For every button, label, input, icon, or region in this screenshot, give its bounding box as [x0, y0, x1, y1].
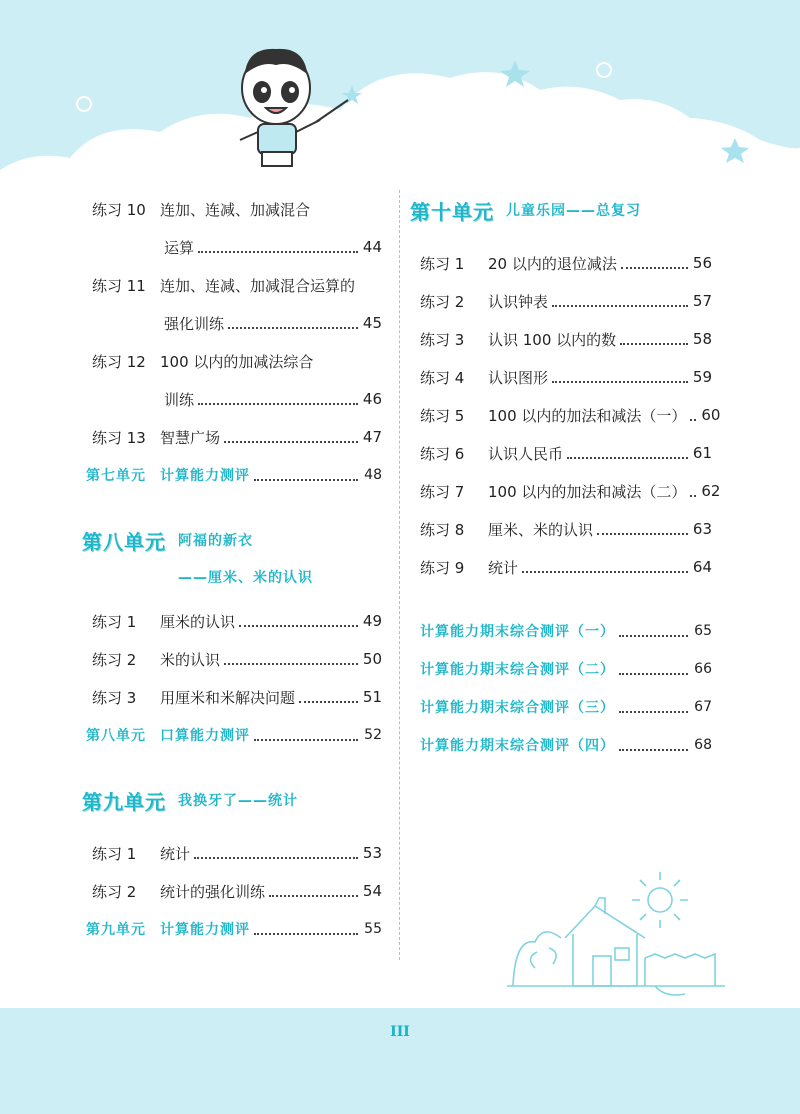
- entry-title: 认识人民币: [488, 444, 564, 463]
- page-number: 68: [694, 737, 712, 753]
- page-number: 66: [694, 661, 712, 677]
- toc-right-column: [410, 190, 721, 764]
- unit-title: 儿童乐园——总复习: [506, 203, 641, 219]
- dot-leader: [228, 327, 358, 329]
- exercise-number: 练习 3: [420, 330, 465, 349]
- page-number: 44: [362, 238, 382, 256]
- entry-title: 连加、连减、加减混合运算的: [160, 276, 356, 295]
- unit-label: 第八单元: [86, 728, 146, 744]
- toc-entry-exercise-12[interactable]: [92, 342, 382, 380]
- exercise-number: 练习 1: [92, 612, 137, 631]
- entry-title: 统计: [488, 558, 519, 577]
- dot-leader: [198, 251, 358, 253]
- entry-title: 用厘米和米解决问题: [160, 688, 296, 707]
- dot-leader: [254, 739, 358, 741]
- page-number: 62: [701, 482, 721, 500]
- entry-title: 米的认识: [160, 650, 221, 669]
- entry-title: 厘米、米的认识: [488, 520, 594, 539]
- entry-title: 20 以内的退位减法: [488, 254, 617, 273]
- page-number: 60: [701, 406, 721, 424]
- toc-entry-unit7-review[interactable]: [86, 456, 382, 494]
- entry-title: 运算: [164, 238, 195, 257]
- toc-entry-u10-exercise-5[interactable]: [420, 396, 721, 434]
- page-number: 46: [362, 390, 382, 408]
- entry-title: 计算能力测评: [160, 922, 250, 938]
- toc-entry-u8-exercise-1[interactable]: [92, 602, 382, 640]
- page-number: 49: [362, 612, 382, 630]
- dot-leader: [619, 711, 688, 713]
- house-illustration: [495, 868, 735, 1008]
- page-number: 67: [694, 699, 712, 715]
- dot-leader: [690, 419, 696, 421]
- toc-entry-final-test-4[interactable]: [420, 726, 712, 764]
- entry-title: 认识图形: [488, 368, 549, 387]
- toc-entry-u10-exercise-7[interactable]: [420, 472, 721, 510]
- header-cloud-art: [0, 0, 800, 200]
- toc-entry-u8-exercise-3[interactable]: [92, 678, 382, 716]
- page-number: 64: [692, 558, 712, 576]
- page-number: 52: [364, 727, 382, 743]
- exercise-number: 练习 11: [92, 276, 146, 295]
- unit-title: 我换牙了——统计: [178, 793, 298, 809]
- dot-leader: [690, 495, 696, 497]
- exercise-number: 练习 10: [92, 200, 146, 219]
- exercise-number: 练习 9: [420, 558, 465, 577]
- dot-leader: [239, 625, 358, 627]
- toc-entry-u10-exercise-4[interactable]: [420, 358, 712, 396]
- entry-title: 100 以内的加法和减法（一）: [488, 406, 687, 425]
- unit-title: 阿福的新衣: [178, 533, 253, 549]
- exercise-number: 练习 7: [420, 482, 465, 501]
- toc-entry-u9-exercise-1[interactable]: [92, 834, 382, 872]
- page-number-footer: III: [390, 1024, 410, 1040]
- unit-name: 第八单元: [82, 529, 166, 554]
- exercise-number: 练习 3: [92, 688, 137, 707]
- dot-leader: [522, 571, 688, 573]
- toc-entry-u10-exercise-9[interactable]: [420, 548, 712, 586]
- dot-leader: [597, 533, 688, 535]
- unit-9-heading[interactable]: [82, 780, 382, 820]
- page-number: 47: [362, 428, 382, 446]
- dot-leader: [198, 403, 358, 405]
- entry-title: 口算能力测评: [160, 728, 250, 744]
- page-number: 57: [692, 292, 712, 310]
- exercise-number: 练习 2: [420, 292, 465, 311]
- exercise-number: 练习 5: [420, 406, 465, 425]
- page-number: 51: [362, 688, 382, 706]
- unit-8-subtitle: ——厘米、米的认识: [178, 570, 313, 586]
- dot-leader: [619, 635, 688, 637]
- page-number: 50: [362, 650, 382, 668]
- toc-entry-final-test-2[interactable]: [420, 650, 712, 688]
- dot-leader: [567, 457, 688, 459]
- toc-entry-exercise-12-cont[interactable]: [92, 380, 382, 418]
- dot-leader: [619, 749, 688, 751]
- toc-entry-exercise-10[interactable]: [92, 190, 382, 228]
- toc-entry-final-test-1[interactable]: [420, 612, 712, 650]
- unit-label: 第七单元: [86, 468, 146, 484]
- exercise-number: 练习 1: [92, 844, 137, 863]
- page-number: 55: [364, 921, 382, 937]
- dot-leader: [621, 267, 688, 269]
- entry-title: 连加、连减、加减混合: [160, 200, 311, 219]
- unit-label: 第九单元: [86, 922, 146, 938]
- exercise-number: 练习 1: [420, 254, 465, 273]
- entry-title: 认识钟表: [488, 292, 549, 311]
- exercise-number: 练习 8: [420, 520, 465, 539]
- entry-title: 100 以内的加减法综合: [160, 352, 314, 371]
- toc-entry-unit9-review[interactable]: [86, 910, 382, 948]
- dot-leader: [619, 673, 688, 675]
- page-number: 53: [362, 844, 382, 862]
- exercise-number: 练习 13: [92, 428, 146, 447]
- exercise-number: 练习 4: [420, 368, 465, 387]
- entry-title: 统计: [160, 844, 191, 863]
- entry-title: 训练: [164, 390, 195, 409]
- page-number: 58: [692, 330, 712, 348]
- toc-entry-u8-exercise-2[interactable]: [92, 640, 382, 678]
- toc-entry-u10-exercise-2[interactable]: [420, 282, 712, 320]
- entry-title: 认识 100 以内的数: [488, 330, 617, 349]
- entry-title: 强化训练: [164, 314, 225, 333]
- toc-entry-u10-exercise-3[interactable]: [420, 320, 712, 358]
- dot-leader: [299, 701, 358, 703]
- dot-leader: [254, 933, 358, 935]
- dot-leader: [254, 479, 358, 481]
- entry-title: 统计的强化训练: [160, 882, 266, 901]
- entry-title: 智慧广场: [160, 428, 221, 447]
- page-number: 65: [694, 623, 712, 639]
- entry-title: 计算能力期末综合测评（一）: [420, 624, 615, 640]
- entry-title: 100 以内的加法和减法（二）: [488, 482, 687, 501]
- page-number: 48: [364, 467, 382, 483]
- entry-title: 厘米的认识: [160, 612, 236, 631]
- dot-leader: [224, 663, 358, 665]
- toc-entry-u10-exercise-8[interactable]: [420, 510, 712, 548]
- exercise-number: 练习 12: [92, 352, 146, 371]
- toc-entry-u9-exercise-2[interactable]: [92, 872, 382, 910]
- page-number: 56: [692, 254, 712, 272]
- toc-entry-unit8-review[interactable]: [86, 716, 382, 754]
- toc-entry-exercise-10-cont[interactable]: [92, 228, 382, 266]
- page-number: 61: [692, 444, 712, 462]
- page-number: 59: [692, 368, 712, 386]
- dot-leader: [620, 343, 688, 345]
- unit-name: 第九单元: [82, 789, 166, 814]
- page-number: 54: [362, 882, 382, 900]
- dot-leader: [194, 857, 358, 859]
- toc-entry-final-test-3[interactable]: [420, 688, 712, 726]
- entry-title: 计算能力期末综合测评（三）: [420, 700, 615, 716]
- dot-leader: [224, 441, 358, 443]
- toc-entry-exercise-11-cont[interactable]: [92, 304, 382, 342]
- toc-entry-u10-exercise-1[interactable]: [420, 244, 712, 282]
- dot-leader: [552, 305, 688, 307]
- exercise-number: 练习 2: [92, 882, 137, 901]
- column-divider: [399, 190, 400, 960]
- page-number: 63: [692, 520, 712, 538]
- entry-title: 计算能力测评: [160, 468, 250, 484]
- toc-entry-u10-exercise-6[interactable]: [420, 434, 712, 472]
- toc-entry-exercise-11[interactable]: [92, 266, 382, 304]
- toc-left-column: [82, 190, 382, 948]
- entry-title: 计算能力期末综合测评（四）: [420, 738, 615, 754]
- exercise-number: 练习 6: [420, 444, 465, 463]
- dot-leader: [552, 381, 688, 383]
- unit-8-heading[interactable]: [82, 520, 382, 560]
- entry-title: 计算能力期末综合测评（二）: [420, 662, 615, 678]
- dot-leader: [269, 895, 358, 897]
- unit-name: 第十单元: [410, 199, 494, 224]
- page-number: 45: [362, 314, 382, 332]
- exercise-number: 练习 2: [92, 650, 137, 669]
- unit-10-heading[interactable]: [410, 190, 712, 230]
- toc-entry-exercise-13[interactable]: [92, 418, 382, 456]
